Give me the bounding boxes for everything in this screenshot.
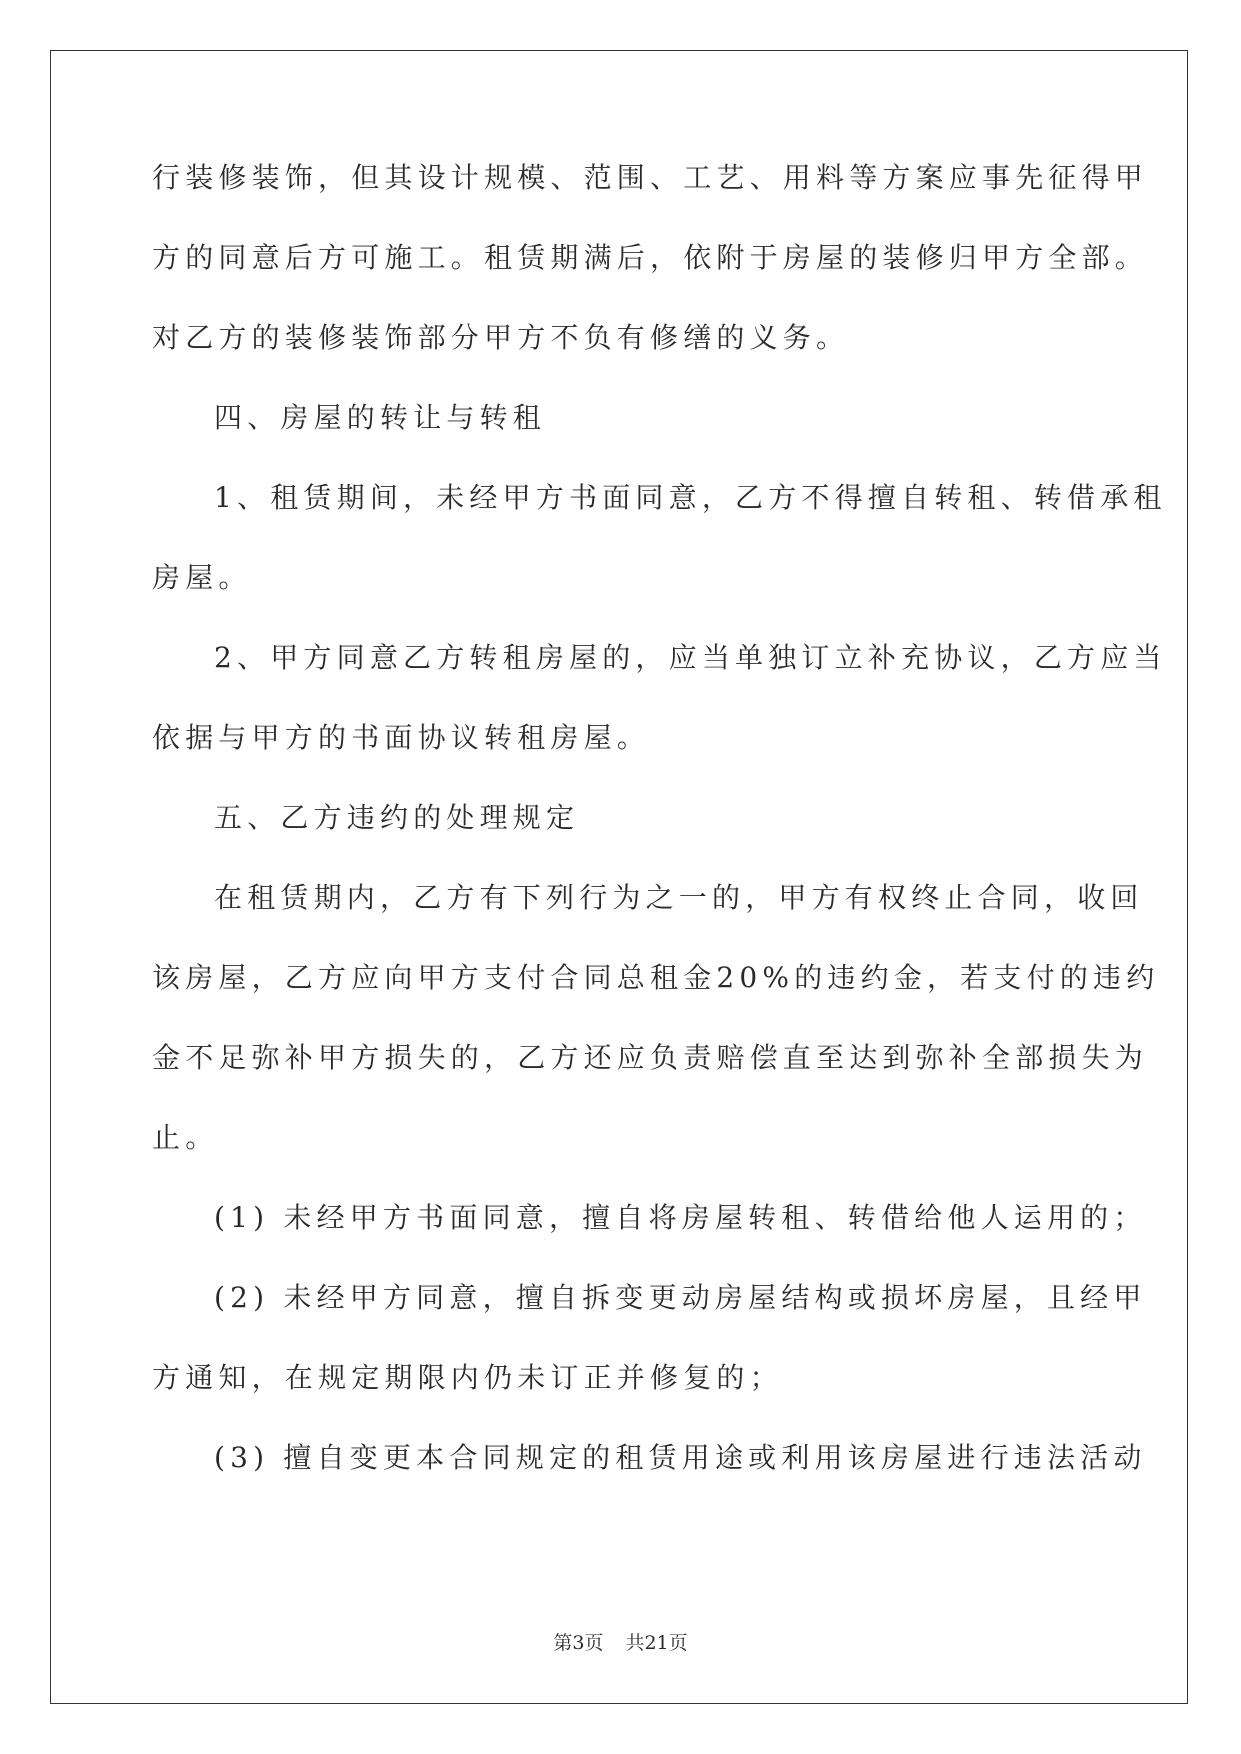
list-item: (2) 未经甲方同意，擅自拆变更动房屋结构或损坏房屋，且经甲: [214, 1281, 1147, 1314]
list-item: (1) 未经甲方书面同意，擅自将房屋转租、转借给他人运用的；: [214, 1201, 1147, 1234]
paragraph-line: 依据与甲方的书面协议转租房屋。: [152, 721, 651, 754]
paragraph-line: 行装修装饰，但其设计规模、范围、工艺、用料等方案应事先征得甲: [152, 161, 1149, 194]
section-heading: 五、乙方违约的处理规定: [214, 801, 580, 834]
paragraph-line: 2、甲方同意乙方转租房屋的，应当单独订立补充协议，乙方应当: [214, 641, 1167, 674]
paragraph-line: 1、租赁期间，未经甲方书面同意，乙方不得擅自转租、转借承租: [214, 481, 1167, 514]
paragraph-line: 方通知，在规定期限内仍未订正并修复的；: [152, 1361, 783, 1394]
page-footer: [0, 1631, 1241, 1655]
page-total: 共21页: [625, 1632, 688, 1654]
page-number: 第3页: [553, 1632, 604, 1654]
paragraph-line: 该房屋，乙方应向甲方支付合同总租金20%的违约金，若支付的违约: [152, 961, 1160, 994]
paragraph-line: 方的同意后方可施工。租赁期满后，依附于房屋的装修归甲方全部。: [152, 241, 1149, 274]
list-item: (3) 擅自变更本合同规定的租赁用途或利用该房屋进行违法活动: [214, 1441, 1147, 1474]
paragraph-line: 对乙方的装修装饰部分甲方不负有修缮的义务。: [152, 321, 850, 354]
paragraph-line: 止。: [152, 1121, 219, 1154]
paragraph-line: 金不足弥补甲方损失的，乙方还应负责赔偿直至达到弥补全部损失为: [152, 1041, 1149, 1074]
paragraph-line: 在租赁期内，乙方有下列行为之一的，甲方有权终止合同，收回: [214, 881, 1144, 914]
paragraph-line: 房屋。: [152, 561, 252, 594]
section-heading: 四、房屋的转让与转租: [214, 401, 547, 434]
